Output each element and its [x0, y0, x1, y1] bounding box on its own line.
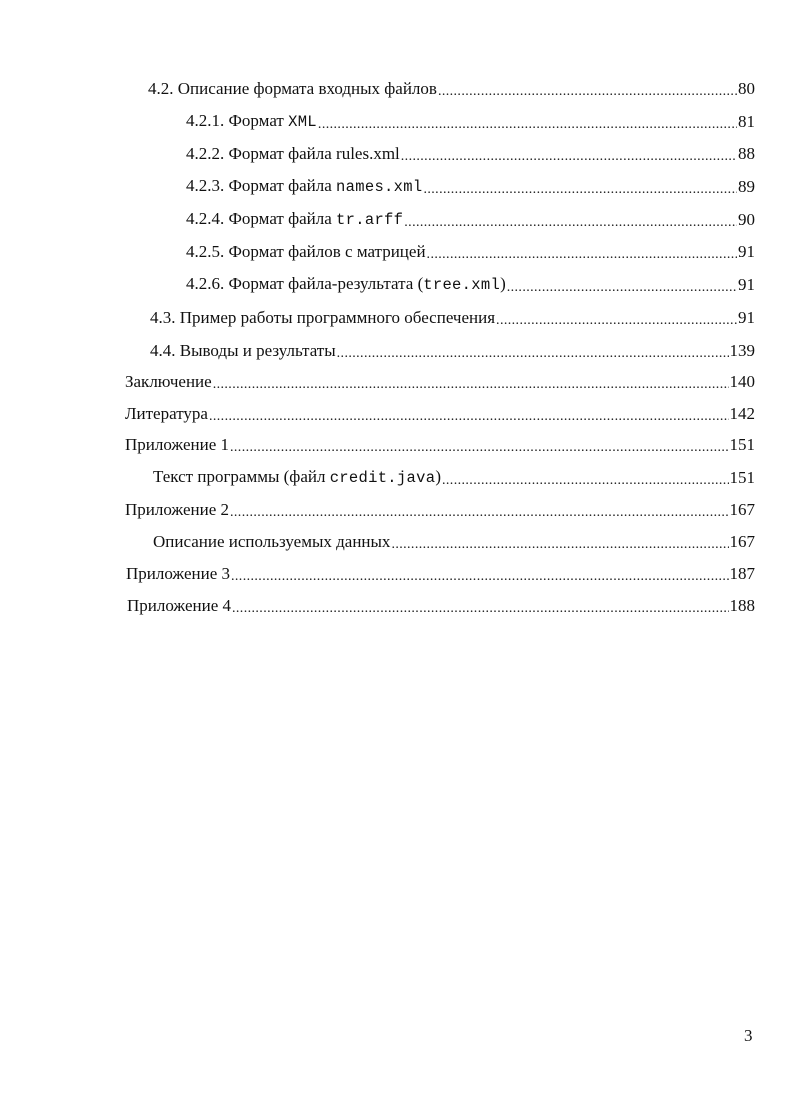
toc-entry-page: 90 [738, 210, 755, 229]
toc-entry-title: Приложение 2 [125, 500, 229, 519]
toc-entry-title: Приложение 4 [127, 596, 231, 615]
toc-entry-appendix-4[interactable] [127, 588, 755, 616]
toc-entry-title: 4.2. Описание формата входных файлов [148, 79, 437, 98]
dot-leader [318, 112, 737, 132]
toc-entry-conclusion[interactable] [125, 364, 755, 392]
toc-entry-4-4[interactable] [150, 333, 755, 361]
toc-entry-page: 142 [729, 404, 755, 423]
toc-entry-title: 4.2.3. Формат файла names.xml [186, 176, 423, 196]
toc-entry-4-2[interactable] [148, 71, 755, 99]
dot-leader [231, 564, 729, 584]
toc-entry-page: 167 [729, 532, 755, 551]
toc-entry-page: 80 [738, 79, 755, 98]
toc-entry-page: 187 [729, 564, 755, 583]
toc-entry-title: Текст программы (файл credit.java) [153, 467, 441, 487]
dot-leader [337, 341, 729, 361]
dot-leader [230, 435, 729, 455]
toc-entry-title: Литература [125, 404, 208, 423]
dot-leader [427, 242, 737, 262]
dot-leader [230, 500, 729, 520]
dot-leader [507, 275, 737, 295]
toc-entry-page: 151 [729, 468, 755, 487]
dot-leader [209, 404, 729, 424]
toc-entry-4-2-2[interactable] [186, 136, 755, 164]
toc-entry-4-3[interactable] [150, 300, 755, 328]
toc-entry-page: 89 [738, 177, 755, 196]
toc-entry-page: 81 [738, 112, 755, 131]
toc-entry-page: 140 [729, 372, 755, 391]
toc-entry-4-2-1[interactable] [186, 104, 755, 132]
dot-leader [401, 144, 737, 164]
toc-entry-appendix-2[interactable] [125, 492, 755, 520]
dot-leader [442, 468, 729, 488]
dot-leader [213, 372, 729, 392]
page-number: 3 [744, 1026, 753, 1045]
toc-entry-page: 91 [738, 242, 755, 261]
toc-entry-title: Заключение [125, 372, 212, 391]
toc-entry-4-2-4[interactable] [186, 202, 755, 230]
toc-entry-page: 88 [738, 144, 755, 163]
dot-leader [496, 308, 737, 328]
toc-entry-page: 151 [729, 435, 755, 454]
dot-leader [438, 79, 737, 99]
toc-entry-literature[interactable] [125, 396, 755, 424]
toc-entry-title: 4.3. Пример работы программного обеспечения [150, 308, 496, 327]
toc-entry-page: 188 [729, 596, 755, 615]
dot-leader [423, 177, 737, 197]
toc-entry-data-description[interactable] [153, 524, 755, 552]
toc-entry-title: Приложение 3 [126, 564, 230, 583]
toc-entry-page: 91 [738, 308, 755, 327]
toc-entry-title: 4.2.5. Формат файлов с матрицей [186, 242, 426, 261]
toc-entry-title: Описание используемых данных [153, 532, 391, 551]
toc-entry-4-2-3[interactable] [186, 169, 755, 197]
toc-entry-page: 167 [729, 500, 755, 519]
toc-entry-title: 4.2.4. Формат файла tr.arff [186, 209, 404, 229]
dot-leader [391, 532, 728, 552]
toc-entry-appendix-3[interactable] [126, 556, 755, 584]
toc-entry-4-2-6[interactable] [186, 267, 755, 295]
toc-entry-title: 4.4. Выводы и результаты [150, 341, 336, 360]
toc-entry-title: Приложение 1 [125, 435, 229, 454]
toc-entry-page: 139 [729, 341, 755, 360]
toc-entry-appendix-1[interactable] [125, 427, 755, 455]
toc-entry-title: 4.2.2. Формат файла rules.xml [186, 144, 400, 163]
toc-entry-program-text[interactable] [153, 460, 755, 488]
toc-entry-title: 4.2.6. Формат файла-результата (tree.xml) [186, 274, 506, 294]
dot-leader [232, 596, 729, 616]
toc-entry-page: 91 [738, 275, 755, 294]
toc-entry-4-2-5[interactable] [186, 234, 755, 262]
dot-leader [404, 210, 737, 230]
toc-entry-title: 4.2.1. Формат XML [186, 111, 317, 131]
